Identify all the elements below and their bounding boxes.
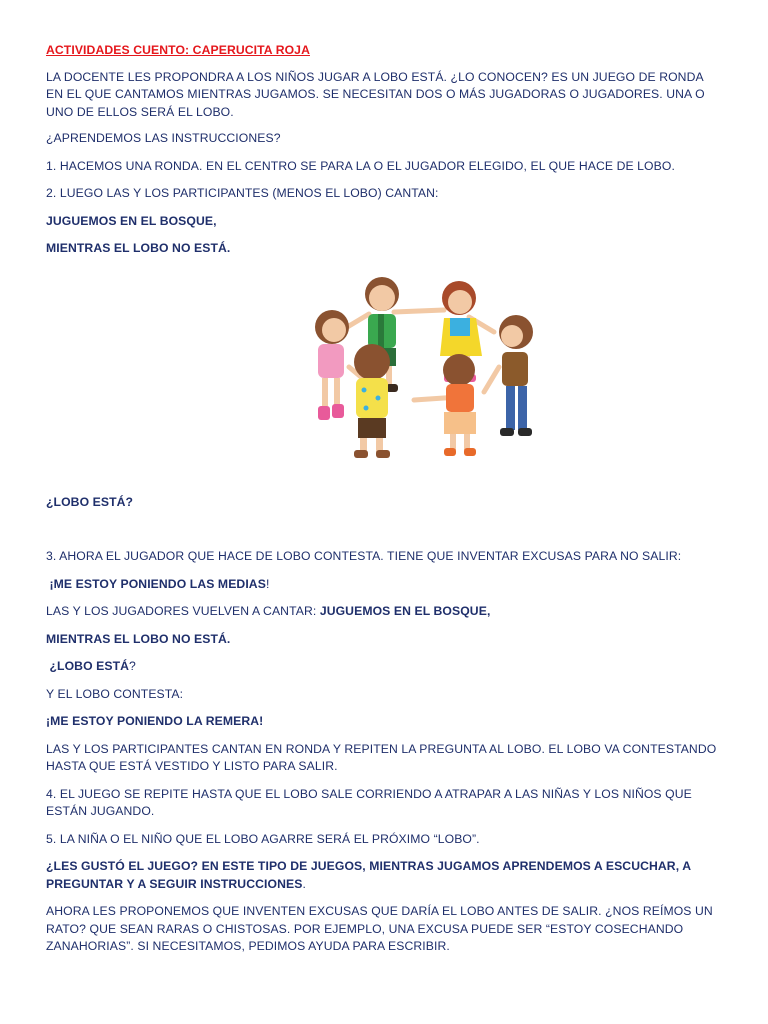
participants-paragraph: LAS Y LOS PARTICIPANTES CANTAN EN RONDA Y REPITEN LA PREGUNTA AL LOBO. EL LOBO VA CONTESTANDO HASTA QUE ESTÁ VESTIDO Y LISTO PARA SALIR. [46,741,717,773]
lobo-esta-2-text: ¿LOBO ESTÁ [49,659,130,673]
sing-again-lead: LAS Y LOS JUGADORES VUELVEN A CANTAR: [46,604,320,618]
excuse-2: ¡ME ESTOY PONIENDO LA REMERA! [46,714,264,728]
step-5: 5. LA NIÑA O EL NIÑO QUE EL LOBO AGARRE SERÁ EL PRÓXIMO “LOBO”. [46,831,480,846]
children-circle-illustration [294,272,544,472]
reflection-text: ¿LES GUSTÓ EL JUEGO? EN ESTE TIPO DE JUEGOS, MIENTRAS JUGAMOS APRENDEMOS A ESCUCHAR, A PREGUNTAR Y A SEGUIR INSTRUCCIONES [46,859,691,891]
song-line-2: MIENTRAS EL LOBO NO ESTÁ. [46,241,231,255]
step-1: 1. HACEMOS UNA RONDA. EN EL CENTRO SE PARA LA O EL JUGADOR ELEGIDO, EL QUE HACE DE LOBO. [46,158,675,173]
sing-again [46,603,722,621]
step-3: 3. AHORA EL JUGADOR QUE HACE DE LOBO CONTESTA. TIENE QUE INVENTAR EXCUSAS PARA NO SALIR: [46,549,682,563]
excuse-1-end: ! [265,576,270,591]
song-line-2-repeat: MIENTRAS EL LOBO NO ESTÁ. [46,631,231,646]
reflection-end: . [302,876,306,891]
closing-paragraph: AHORA LES PROPONEMOS QUE INVENTEN EXCUSAS QUE DARÍA EL LOBO ANTES DE SALIR. ¿NOS REÍMOS UN RATO? QUE SEAN RARAS O CHISTOSAS. POR EJEMPLO, UNA EXCUSA PUEDE SER “ESTOY COSECHANDO ZANAHORIAS”. SI NECESITAMOS, PEDIMOS AYUDA PARA ESCRIBIR. [46,904,713,953]
sing-again-song: JUGUEMOS EN EL BOSQUE, [319,604,491,618]
instructions-question: ¿APRENDEMOS LAS INSTRUCCIONES? [46,131,281,145]
children-circle-icon [294,272,544,472]
step-2: 2. LUEGO LAS Y LOS PARTICIPANTES (MENOS EL LOBO) CANTAN: [46,186,439,200]
wolf-answers: Y EL LOBO CONTESTA: [46,686,184,701]
document-title: ACTIVIDADES CUENTO: CAPERUCITA ROJA [46,43,310,57]
lobo-esta-2-end: ? [129,659,136,673]
reflection-paragraph [46,858,722,893]
step-4: 4. EL JUEGO SE REPITE HASTA QUE EL LOBO SALE CORRIENDO A ATRAPAR A LAS NIÑAS Y LOS NIÑOS QUE ESTÁN JUGANDO. [46,786,692,818]
lobo-esta-question-2 [46,658,722,676]
excuse-1 [46,576,722,594]
song-line-1: JUGUEMOS EN EL BOSQUE, [46,213,217,228]
intro-paragraph: LA DOCENTE LES PROPONDRA A LOS NIÑOS JUGAR A LOBO ESTÁ. ¿LO CONOCEN? ES UN JUEGO DE RONDA EN EL QUE CANTAMOS MIENTRAS JUGAMOS. SE NECESITAN DOS O MÁS JUGADORAS O JUGADORES. UNA O UNO DE ELLOS SERÁ EL LOBO. [46,69,705,119]
lobo-esta-question: ¿LOBO ESTÁ? [46,494,134,509]
excuse-1-text: ¡ME ESTOY PONIENDO LAS MEDIAS [49,576,266,591]
